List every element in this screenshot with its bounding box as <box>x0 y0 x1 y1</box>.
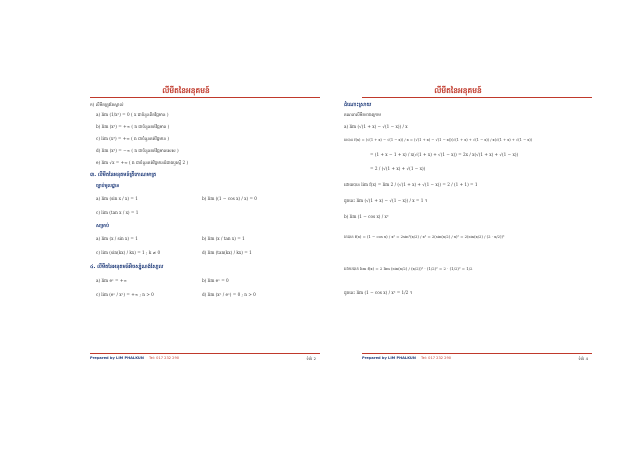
limit-item: b) lim eˣ = 0 <box>202 278 229 283</box>
right-page <box>324 84 592 364</box>
solution-line: = 2 / (√(1 + x) + √(1 − x)) <box>370 166 426 171</box>
subsection-title: ច្បាប់មូលដ្ឋាន <box>96 184 120 189</box>
header-rule <box>90 97 320 98</box>
page-number: ទំព័រ 4 <box>578 356 588 361</box>
instruction-line: គណនាលីមីតខាងក្រោម <box>344 112 381 117</box>
page-header: លីមីតនៃអនុគមន៍ <box>162 86 210 95</box>
limit-item: c) lim (sin(kx) / kx) = 1 ; k ≠ 0 <box>96 250 161 255</box>
solution-line: b) lim (1 − cos x) / x² <box>344 214 389 219</box>
limit-item: b) lim (x²) = +∞ ( n ជាចំនួនគត់វិជ្ជមាន ) <box>96 124 170 129</box>
limit-item: d) lim (x²) = −∞ ( n ជាចំនួនគត់វិជ្ជមានសេស ) <box>96 148 179 153</box>
footer-phone: Tel: 017 232 290 <box>421 356 452 360</box>
solution-line: ដូចនេះ lim (1 − cos x) / x² = 1/2 ។ <box>344 290 413 295</box>
left-page <box>52 84 320 364</box>
footer-phone: Tel: 017 232 290 <box>149 356 180 360</box>
section-title: ៣. លីមីតនៃអនុគមន៍ត្រីកោណមាត្រ <box>90 172 157 178</box>
limit-item: e) lim √x = +∞ ( n ជាចំនួនគត់វិជ្ជមានធំជាងឬស្មើ 2 ) <box>96 160 189 165</box>
limit-item: d) lim (xⁿ / eˣ) = 0 ; n > 0 <box>202 292 256 297</box>
footer-author: Prepared by LIM PHALKUN <box>362 356 416 360</box>
solution-line: = (1 + x − 1 + x) / x(√(1 + x) + √(1 − x)) = 2x / x(√(1 + x) + √(1 − x)) <box>370 152 519 157</box>
intro-line: ក) លីមីតត្រូវតែស្គាល់ <box>90 102 124 107</box>
limit-item: a) lim (x / sin x) = 1 <box>96 236 138 241</box>
header-rule <box>362 97 592 98</box>
limit-item: c) lim (eˣ / xⁿ) = +∞ ; n > 0 <box>96 292 154 297</box>
section-title: ដំណោះស្រាយ <box>344 102 372 108</box>
footer-rule <box>362 353 592 354</box>
solution-line: គេបាន f(x) = (√(1 + x) − √(1 − x)) / x = (√(1 + x) − √(1 − x))(√(1 + x) + √(1 − x)) / x(√(1 + x) + √(1 − x)) <box>344 138 533 142</box>
solution-line: ដោយបាន lim f(x) = 2 lim (sin(x/2) / (x/2))² · (1/2)² = 2 · (1/2)² = 1/2 <box>344 266 473 271</box>
footer-author: Prepared by LIM PHALKUN <box>90 356 144 360</box>
limit-item: b) lim (x / tan x) = 1 <box>202 236 245 241</box>
page-footer <box>362 356 451 360</box>
limit-item: c) lim (tan x / x) = 1 <box>96 210 139 215</box>
limit-item: a) lim (1/x²) = 0 ( x ជាចំនួនពិតវិជ្ជមាន ) <box>96 112 169 117</box>
solution-line: a) lim (√(1 + x) − √(1 − x)) / x <box>344 124 408 129</box>
section-title: ៤. លីមីតនៃអនុគមន៍អិចស្ប៉ូណង់ស្យែល <box>90 264 164 270</box>
limit-item: a) lim eˣ = +∞ <box>96 278 127 283</box>
page-header: លីមីតនៃអនុគមន៍ <box>434 86 482 95</box>
page-number: ទំព័រ 2 <box>306 356 316 361</box>
limit-item: b) lim ((1 − cos x) / x) = 0 <box>202 196 257 201</box>
subsection-title: សម្រាប់ <box>96 224 110 229</box>
limit-item: c) lim (x³) = +∞ ( n ជាចំនួនគត់វិជ្ជមាន ) <box>96 136 169 141</box>
solution-line: ដោយបាន lim f(x) = lim 2 / (√(1 + x) + √(1 − x)) = 2 / (1 + 1) = 1 <box>344 182 478 187</box>
footer-rule <box>90 353 320 354</box>
limit-item: d) lim (tan(kx) / kx) = 1 <box>202 250 252 255</box>
solution-line: គេបាន f(x) = (1 − cos x) / x² = 2sin²(x/2) / x² = 2(sin(x/2) / x)² = 2(sin(x/2) / (2 · x/2))² <box>344 234 505 239</box>
page-footer <box>90 356 179 360</box>
solution-line: ដូចនេះ lim (√(1 + x) − √(1 − x)) / x = 1 ។ <box>344 198 428 203</box>
limit-item: a) lim (sin x / x) = 1 <box>96 196 138 201</box>
